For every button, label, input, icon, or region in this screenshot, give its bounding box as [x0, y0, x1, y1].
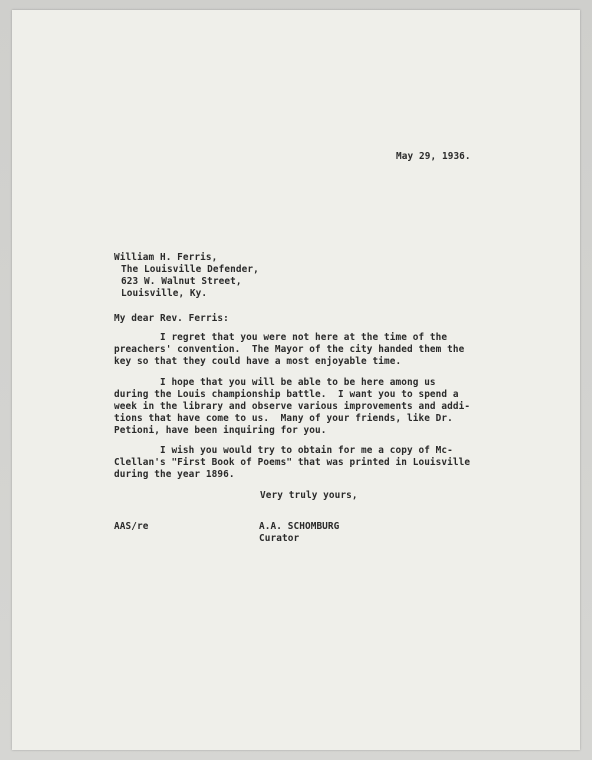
address-line-name: William H. Ferris,	[114, 252, 218, 263]
address-line-organization: The Louisville Defender,	[121, 264, 259, 275]
paragraph3-line: I wish you would try to obtain for me a copy of Mc-	[114, 445, 453, 456]
salutation: My dear Rev. Ferris:	[114, 313, 229, 324]
address-line-city: Louisville, Ky.	[121, 288, 208, 299]
letter-date: May 29, 1936.	[396, 151, 471, 162]
letter-page	[12, 10, 580, 750]
typist-initials: AAS/re	[114, 521, 149, 532]
paragraph1-line: I regret that you were not here at the time of the	[114, 332, 448, 343]
closing: Very truly yours,	[260, 490, 358, 501]
paragraph2-line: tions that have come to us. Many of your friends, like Dr.	[114, 413, 453, 424]
paragraph2-line: week in the library and observe various improvements and addi-	[114, 401, 471, 412]
signature-title: Curator	[259, 533, 300, 544]
signature-name: A.A. SCHOMBURG	[259, 521, 340, 532]
paragraph1-line: key so that they could have a most enjoyable time.	[114, 356, 402, 367]
paragraph3-line: Clellan's "First Book of Poems" that was printed in Louisville	[114, 457, 471, 468]
paragraph2-line: I hope that you will be able to be here among us	[114, 377, 436, 388]
address-line-street: 623 W. Walnut Street,	[121, 276, 242, 287]
paragraph1-line: preachers' convention. The Mayor of the city handed them the	[114, 344, 465, 355]
paragraph3-line: during the year 1896.	[114, 469, 235, 480]
paragraph2-line: during the Louis championship battle. I want you to spend a	[114, 389, 459, 400]
paragraph2-line: Petioni, have been inquiring for you.	[114, 425, 327, 436]
